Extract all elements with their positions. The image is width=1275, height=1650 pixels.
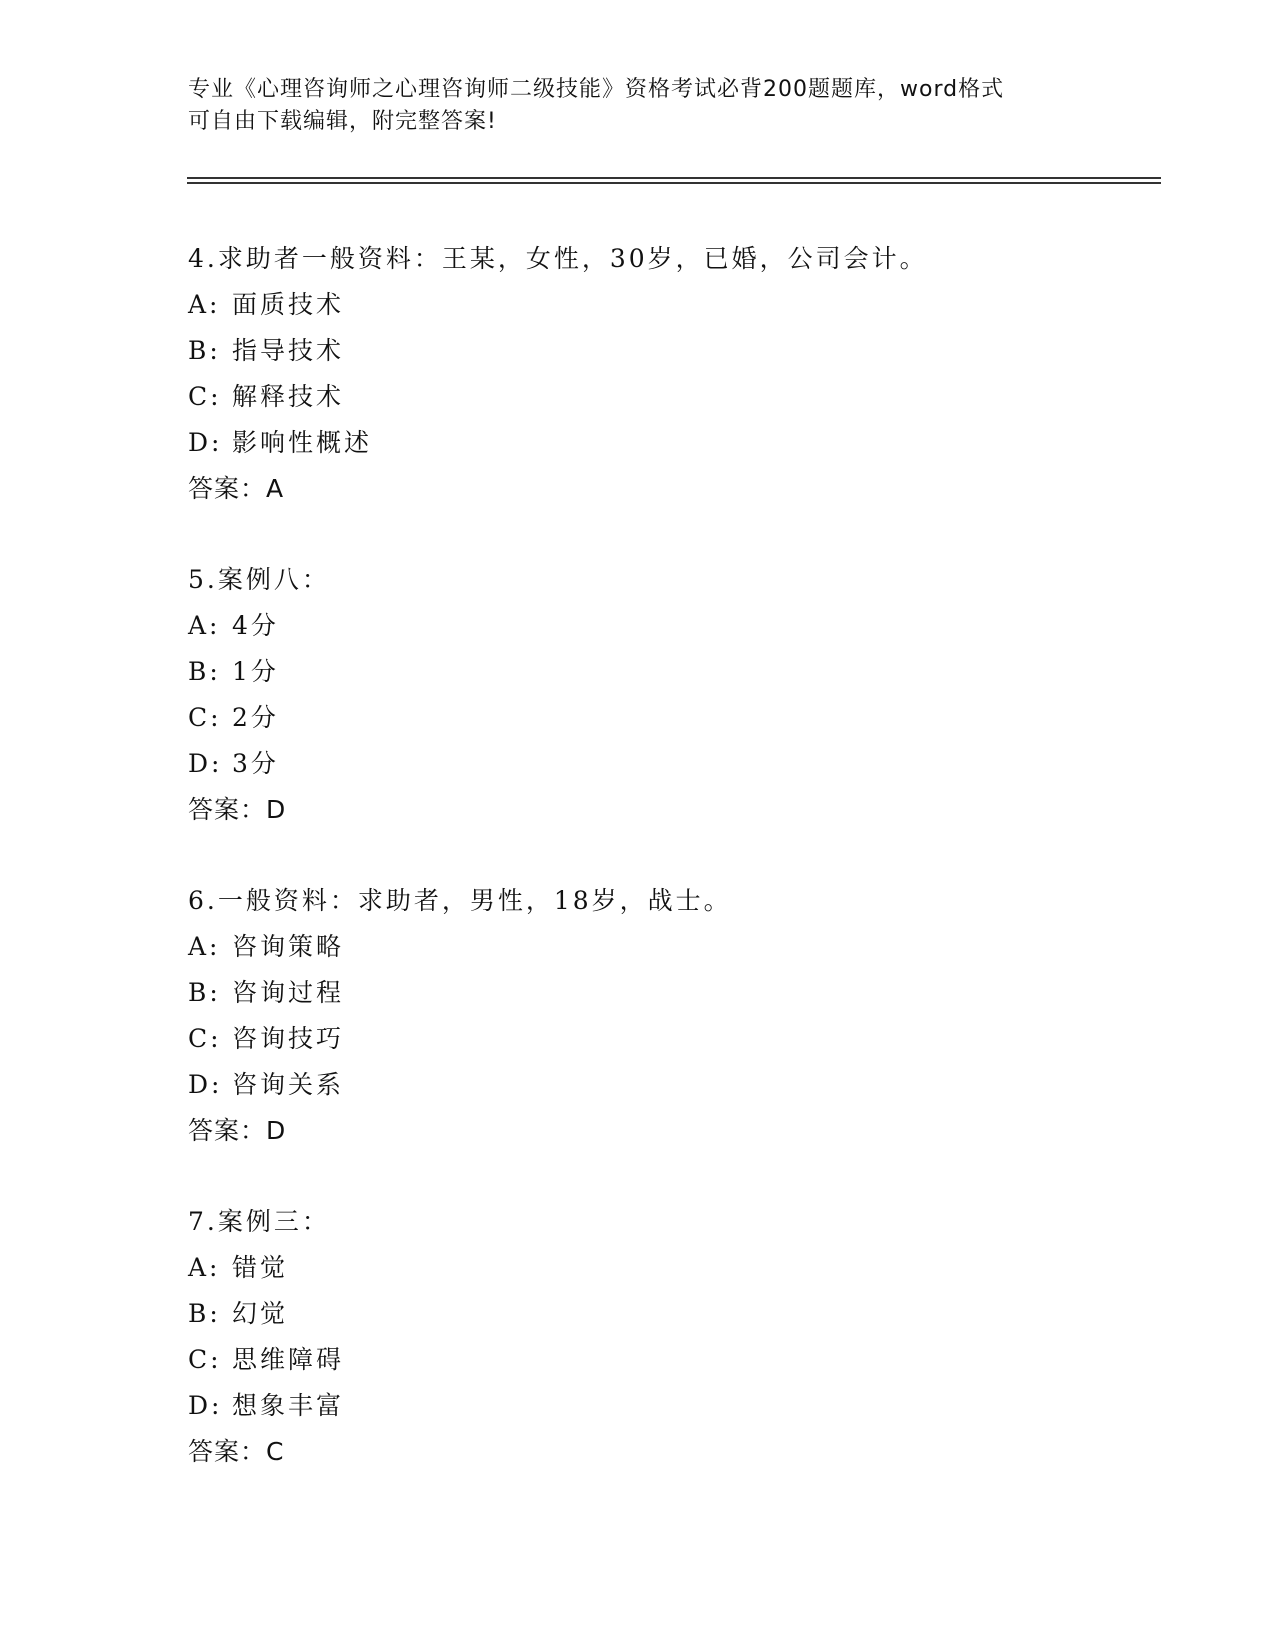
option-a [188, 282, 1188, 328]
option-c [188, 1337, 1188, 1383]
option-letter: B: [188, 978, 221, 1007]
option-text: 解释技术 [232, 382, 345, 411]
option-a [188, 924, 1188, 970]
question-7 [188, 1199, 1188, 1475]
answer-line: 答案：D [188, 1116, 287, 1145]
question-5 [188, 557, 1188, 833]
option-text: 幻觉 [232, 1299, 289, 1328]
option-a [188, 603, 1188, 649]
option-b [188, 970, 1188, 1016]
option-letter: B: [188, 336, 221, 365]
question-4 [188, 236, 1188, 512]
option-letter: A: [188, 290, 221, 319]
option-b [188, 649, 1188, 695]
option-letter: A: [188, 611, 221, 640]
option-c [188, 374, 1188, 420]
option-letter: C: [188, 703, 222, 732]
option-b [188, 328, 1188, 374]
question-6 [188, 878, 1188, 1154]
option-text: 2分 [232, 703, 279, 732]
option-letter: C: [188, 382, 222, 411]
option-b [188, 1291, 1188, 1337]
question-stem: 6.一般资料：求助者，男性，18岁，战士。 [188, 886, 732, 915]
answer-line: 答案：D [188, 795, 287, 824]
option-text: 3分 [232, 749, 279, 778]
option-text: 面质技术 [232, 290, 345, 319]
option-c [188, 695, 1188, 741]
question-stem: 7.案例三： [188, 1207, 330, 1236]
option-text: 4分 [232, 611, 279, 640]
option-text: 咨询关系 [232, 1070, 345, 1099]
option-letter: D: [188, 428, 223, 457]
option-letter: D: [188, 1391, 223, 1420]
option-letter: B: [188, 657, 221, 686]
option-d [188, 741, 1188, 787]
option-d [188, 1062, 1188, 1108]
header-line-2: 可自由下载编辑，附完整答案! [188, 109, 497, 134]
option-text: 思维障碍 [232, 1345, 345, 1374]
question-stem: 4.求助者一般资料：王某，女性，30岁，已婚，公司会计。 [188, 244, 928, 273]
option-letter: C: [188, 1345, 222, 1374]
answer-line: 答案：C [188, 1437, 285, 1466]
option-c [188, 1016, 1188, 1062]
option-a [188, 1245, 1188, 1291]
option-letter: C: [188, 1024, 222, 1053]
option-d [188, 420, 1188, 466]
option-letter: D: [188, 749, 223, 778]
option-text: 错觉 [232, 1253, 289, 1282]
option-letter: A: [188, 1253, 221, 1282]
option-text: 咨询技巧 [232, 1024, 345, 1053]
option-text: 咨询策略 [232, 932, 345, 961]
option-text: 想象丰富 [232, 1391, 345, 1420]
option-text: 咨询过程 [232, 978, 345, 1007]
header-divider-top [187, 177, 1161, 179]
header-line-1: 专业《心理咨询师之心理咨询师二级技能》资格考试必背200题题库，word格式 [188, 77, 1005, 102]
question-stem: 5.案例八： [188, 565, 330, 594]
option-text: 影响性概述 [232, 428, 373, 457]
option-letter: D: [188, 1070, 223, 1099]
document-header [188, 74, 1068, 138]
option-text: 指导技术 [232, 336, 345, 365]
header-divider-bottom [187, 182, 1161, 184]
option-text: 1分 [232, 657, 279, 686]
option-d [188, 1383, 1188, 1429]
option-letter: B: [188, 1299, 221, 1328]
answer-line: 答案：A [188, 474, 285, 503]
option-letter: A: [188, 932, 221, 961]
